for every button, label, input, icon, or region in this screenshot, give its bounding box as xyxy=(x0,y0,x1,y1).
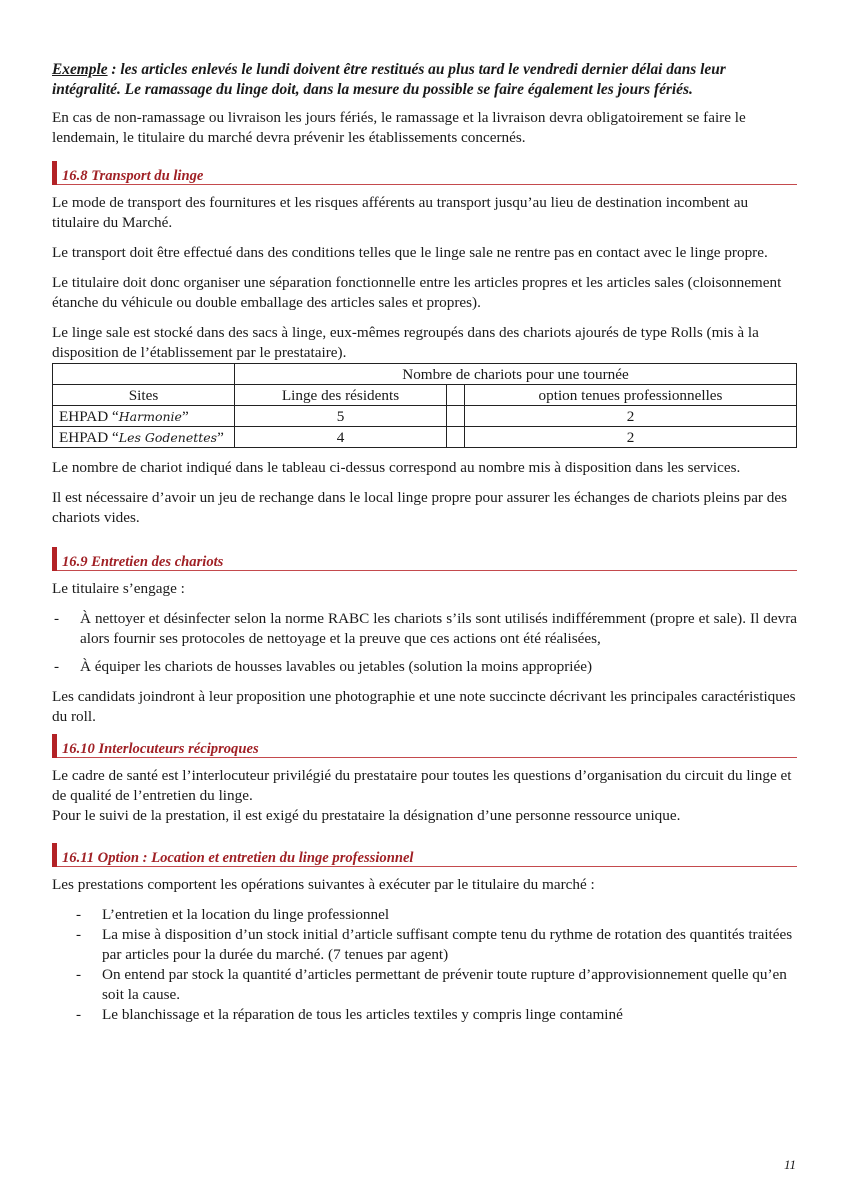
paragraph: Les candidats joindront à leur proposition une photographie et une note succincte décrivant les principales caractéristiques du roll. xyxy=(52,688,796,725)
chariots-table xyxy=(52,363,797,448)
paragraph-feries: En cas de non-ramassage ou livraison les jours fériés, le ramassage et la livraison devra obligatoirement se faire le lendemain, le titulaire du marché devra prévenir les établissements concernés. xyxy=(52,109,746,146)
heading-bar xyxy=(52,161,57,185)
table-cell-option: 2 xyxy=(465,406,797,427)
table-cell-empty xyxy=(447,427,465,448)
table-cell-empty xyxy=(447,406,465,427)
table-header-linge: Linge des résidents xyxy=(235,385,447,406)
paragraph: Les prestations comportent les opérations suivantes à exécuter par le titulaire du marché : xyxy=(52,876,595,893)
section-title: 16.9 Entretien des chariots xyxy=(62,554,224,570)
list-item: - À équiper les chariots de housses lavables ou jetables (solution la moins appropriée) xyxy=(52,657,797,677)
list-item: - Le blanchissage et la réparation de tous les articles textiles y compris linge contaminé xyxy=(52,1005,797,1025)
list xyxy=(52,905,797,1025)
section-heading-16-9 xyxy=(52,550,797,571)
example-text: : les articles enlevés le lundi doivent être restitués au plus tard le vendredi dernier délai dans leur intégralité. Le ramassage du linge doit, dans la mesure du possible se faire également les jours fériés. xyxy=(52,61,726,98)
section-heading-16-8 xyxy=(52,164,797,185)
table-cell-empty xyxy=(447,385,465,406)
list-item: - La mise à disposition d’un stock initial d’article suffisant compte tenu du rythme de rotation des quantités traitées par articles pour la durée du marché. (7 tenues par agent) xyxy=(52,925,797,965)
table-group-header: Nombre de chariots pour une tournée xyxy=(235,364,797,385)
document-page xyxy=(52,60,797,1025)
paragraph: Pour le suivi de la prestation, il est exigé du prestataire la désignation d’une personne ressource unique. xyxy=(52,807,681,824)
list xyxy=(52,609,797,677)
example-label: Exemple xyxy=(52,61,108,78)
section-title: 16.11 Option : Location et entretien du linge professionnel xyxy=(62,850,414,866)
table-header-option: option tenues professionnelles xyxy=(465,385,797,406)
list-item: - L’entretien et la location du linge professionnel xyxy=(52,905,797,925)
paragraph: Le titulaire s’engage : xyxy=(52,580,185,597)
heading-bar xyxy=(52,734,57,758)
example-paragraph xyxy=(52,60,797,100)
paragraph: Le mode de transport des fournitures et les risques afférents au transport jusqu’au lieu de destination incombent au titulaire du Marché. xyxy=(52,194,749,231)
paragraph: Le linge sale est stocké dans des sacs à linge, eux-mêmes regroupés dans des chariots ajourés de type Rolls (mis à la disposition de l’établissement par le prestataire). xyxy=(52,324,759,361)
paragraph: Le cadre de santé est l’interlocuteur privilégié du prestataire pour toutes les questions d’organisation du circuit du linge et de qualité de l’entretien du linge. xyxy=(52,767,792,804)
list-item: - À nettoyer et désinfecter selon la norme RABC les chariots s’ils sont utilisés indifféremment (propre et sale). Il devra alors fournir ses protocoles de nettoyage et la preuve que ces actions ont été réalisées, xyxy=(52,609,797,649)
paragraph: Le nombre de chariot indiqué dans le tableau ci-dessus correspond au nombre mis à disposition dans les services. xyxy=(52,459,741,476)
table-cell-option: 2 xyxy=(465,427,797,448)
table-cell-empty xyxy=(53,364,235,385)
table-cell-linge: 5 xyxy=(235,406,447,427)
paragraph: Il est nécessaire d’avoir un jeu de rechange dans le local linge propre pour assurer les échanges de chariots pleins par des chariots vides. xyxy=(52,489,788,526)
list-item: - On entend par stock la quantité d’articles permettant de prévenir toute rupture d’approvisionnement quelle qu’en soit la cause. xyxy=(52,965,797,1005)
table-row xyxy=(53,406,797,427)
table-cell-site: EHPAD “Les Godenettes” xyxy=(53,427,235,448)
paragraph: Le transport doit être effectué dans des conditions telles que le linge sale ne rentre pas en contact avec le linge propre. xyxy=(52,244,768,261)
section-title: 16.10 Interlocuteurs réciproques xyxy=(62,741,259,757)
table-header-sites: Sites xyxy=(53,385,235,406)
section-heading-16-10 xyxy=(52,737,797,758)
page-number: 11 xyxy=(783,1157,796,1172)
section-title: 16.8 Transport du linge xyxy=(62,168,204,184)
heading-bar xyxy=(52,547,57,571)
table-cell-site: EHPAD “Harmonie” xyxy=(53,406,235,427)
heading-bar xyxy=(52,843,57,867)
paragraph: Le titulaire doit donc organiser une séparation fonctionnelle entre les articles propres et les articles sales (cloisonnement étanche du véhicule ou double emballage des articles sales et propres). xyxy=(52,274,782,311)
site-name: Les Godenettes xyxy=(118,429,218,445)
section-heading-16-11 xyxy=(52,846,797,867)
table-row xyxy=(53,427,797,448)
site-name: Harmonie xyxy=(118,408,182,424)
table-cell-linge: 4 xyxy=(235,427,447,448)
